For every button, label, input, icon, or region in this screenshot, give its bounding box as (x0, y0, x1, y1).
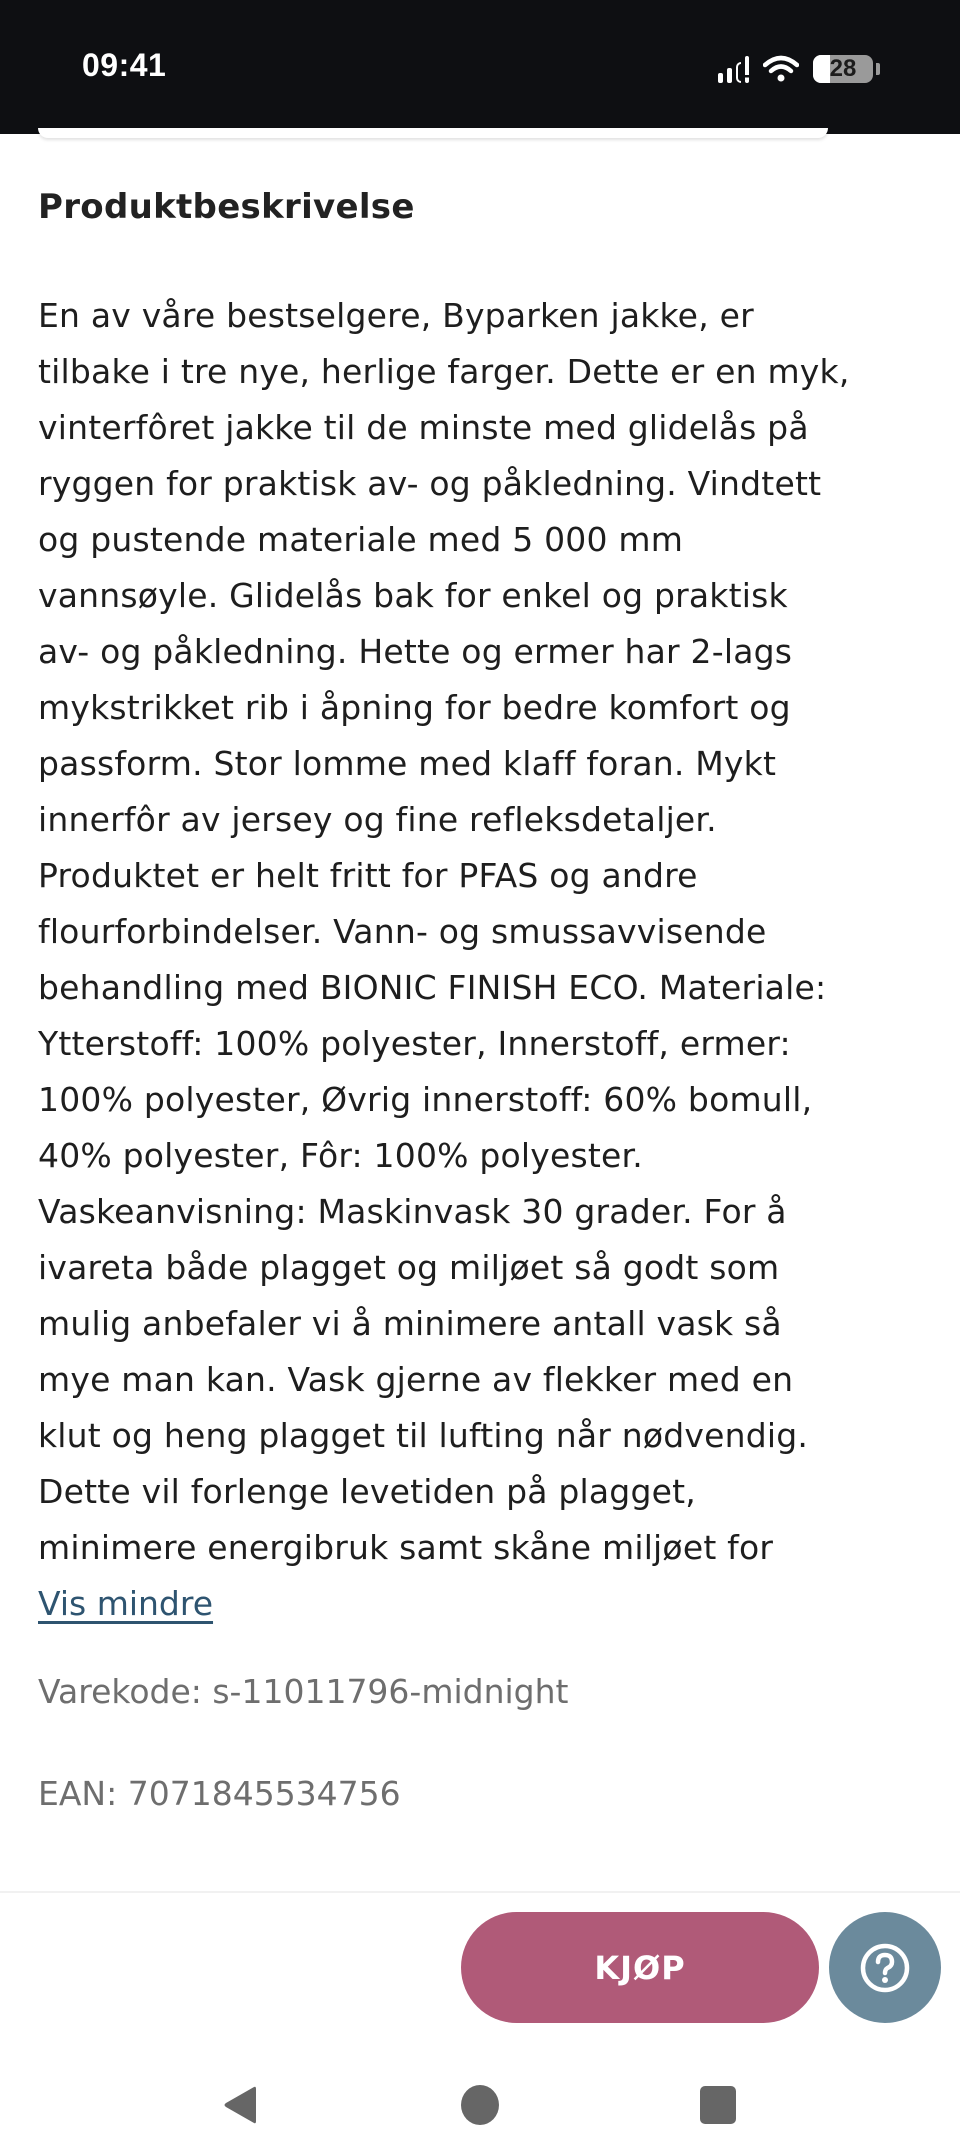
nav-back-button[interactable] (210, 2075, 270, 2135)
sku-text: Varekode: s-11011796-midnight (38, 1672, 569, 1711)
question-circle-icon (858, 1941, 912, 1995)
battery-level: 28 (829, 55, 857, 82)
description-line: behandling med BIONIC FINISH ECO. Materiale: (38, 968, 827, 1007)
wifi-icon (763, 55, 799, 83)
buy-button[interactable]: KJØP (461, 1912, 819, 2023)
status-icons (718, 52, 880, 86)
description-line: mulig anbefaler vi å minimere antall vask så (38, 1304, 782, 1343)
description-line: tilbake i tre nye, herlige farger. Dette er en myk, (38, 352, 850, 391)
battery-icon (813, 55, 873, 83)
nav-recents-button[interactable] (688, 2075, 748, 2135)
description-line: minimere energibruk samt skåne miljøet for (38, 1528, 774, 1567)
description-line: En av våre bestselgere, Byparken jakke, er (38, 296, 754, 335)
description-line: vinterfôret jakke til de minste med glidelås på (38, 408, 809, 447)
recents-icon (699, 2085, 737, 2125)
status-bar (0, 0, 960, 134)
description-line: Produktet er helt fritt for PFAS og andre (38, 856, 698, 895)
description-text (38, 288, 922, 1576)
description-line: Ytterstoff: 100% polyester, Innerstoff, ermer: (38, 1024, 791, 1063)
signal-icon (718, 55, 749, 83)
description-line: klut og heng plagget til lufting når nødvendig. (38, 1416, 809, 1455)
show-less-link[interactable]: Vis mindre (38, 1584, 214, 1623)
action-bar-divider (0, 1891, 960, 1893)
description-line: 40% polyester, Fôr: 100% polyester. (38, 1136, 643, 1175)
description-line: 100% polyester, Øvrig innerstoff: 60% bomull, (38, 1080, 813, 1119)
description-line: av- og påkledning. Hette og ermer har 2-lags (38, 632, 793, 671)
description-line: ivareta både plagget og miljøet så godt som (38, 1248, 780, 1287)
nav-home-button[interactable] (450, 2075, 510, 2135)
description-line: vannsøyle. Glidelås bak for enkel og praktisk (38, 576, 788, 615)
description-line: flourforbindelser. Vann- og smussavvisende (38, 912, 767, 951)
system-nav-bar (0, 2055, 960, 2155)
section-title: Produktbeskrivelse (38, 187, 415, 227)
ean-text: EAN: 7071845534756 (38, 1774, 401, 1813)
description-line: passform. Stor lomme med klaff foran. Mykt (38, 744, 777, 783)
description-line: ryggen for praktisk av- og påkledning. Vindtett (38, 464, 822, 503)
description-line: mykstrikket rib i åpning for bedre komfort og (38, 688, 791, 727)
product-description-section (38, 182, 922, 1816)
status-time: 09:41 (82, 47, 167, 83)
description-line: Vaskeanvisning: Maskinvask 30 grader. For å (38, 1192, 787, 1231)
back-icon (220, 2083, 260, 2127)
home-icon (459, 2083, 501, 2127)
battery-fill (813, 55, 830, 83)
previous-card-edge (38, 128, 828, 138)
description-line: og pustende materiale med 5 000 mm (38, 520, 684, 559)
description-line: mye man kan. Vask gjerne av flekker med en (38, 1360, 794, 1399)
description-line: innerfôr av jersey og fine refleksdetaljer. (38, 800, 717, 839)
description-line: Dette vil forlenge levetiden på plagget, (38, 1472, 696, 1511)
battery-nub (876, 63, 880, 75)
help-button[interactable] (829, 1912, 941, 2023)
